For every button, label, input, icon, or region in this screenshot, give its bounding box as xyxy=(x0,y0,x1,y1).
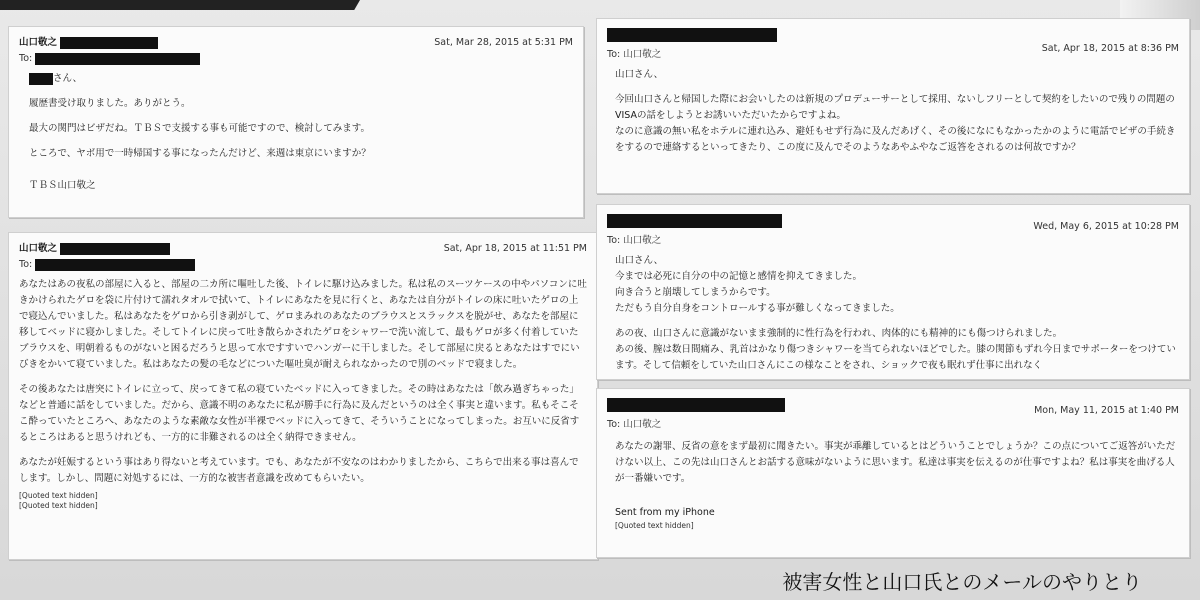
recipient-line: To: 山口敬之 xyxy=(607,49,662,60)
decorative-banner xyxy=(0,0,360,10)
email-header xyxy=(607,397,1179,416)
recipient-line: To: 山口敬之 xyxy=(607,235,662,246)
redacted-address xyxy=(607,398,785,412)
email-header xyxy=(607,213,1179,232)
email-header xyxy=(19,35,573,51)
email-body xyxy=(607,431,1179,531)
paragraph: 履歴書受け取りました。ありがとう。 xyxy=(29,98,191,109)
recipient-line: To: xyxy=(19,257,587,271)
paragraph: 今回山口さんと帰国した際にお会いしたのは新規のプロデューサーとして採用、ないしフリーとして契約をしたいので残りの問題のVISAの話をしようとお誘いいただいたからですよね。 xyxy=(615,94,1175,121)
redacted-address xyxy=(607,28,777,42)
paragraph: その後あなたは唐突にトイレに立って、戻ってきて私の寝ていたベッドに入ってきました。その時はあなたは「飲み過ぎちゃった」などと普通に話をしていました。だから、意識不明のあなたに私が勝手に行為に及んだというのは全く事実と違います。私もそこそこ酔っていたところへ、あなたのような素敵な女性が半裸でベッドに入ってきて、そういうことになってしまった。お互いに反省するところはあると思うけれども、一方的に非難されるのは全く納得できません。 xyxy=(19,384,580,443)
email-body xyxy=(19,271,587,511)
email-date: Sat, Mar 28, 2015 at 5:31 PM xyxy=(434,37,573,48)
sender-name: 山口敬之 xyxy=(19,35,158,51)
salutation: さん、 xyxy=(29,71,573,87)
quoted-text-hidden[interactable]: [Quoted text hidden] xyxy=(19,501,98,510)
redacted-recipient xyxy=(35,259,195,271)
paragraph: 山口さん、 今までは必死に自分の中の記憶と感情を抑えてきました。 向き合うと崩壊してしまうからです。 ただもう自分自身をコントロールする事が難しくなってきました。 xyxy=(615,255,900,314)
sender-name xyxy=(607,397,785,413)
email-body xyxy=(19,65,573,194)
redacted-recipient xyxy=(35,53,200,65)
redacted-address xyxy=(60,243,170,255)
recipient-line: To: 山口敬之 xyxy=(607,419,662,430)
email-date: Sat, Apr 18, 2015 at 8:36 PM xyxy=(1041,43,1179,54)
email-card-2 xyxy=(8,232,598,560)
paragraph: なのに意識の無い私をホテルに連れ込み、避妊もせず行為に及んだあげく、その後になにもなかったかのように電話でビザの手続きをするので連絡するといってきたり、この度に及んでそのようなあやふやなご返答をされるのは何故ですか？ xyxy=(615,126,1176,153)
paragraph: ところで、ヤボ用で一時帰国する事になったんだけど、来週は東京にいますか？ xyxy=(29,148,371,159)
redacted-address xyxy=(60,37,158,49)
email-card-1 xyxy=(8,26,584,218)
email-body xyxy=(607,61,1179,156)
paragraph: あの夜、山口さんに意識がないまま強制的に性行為を行われ、肉体的にも精神的にも傷つけられました。 あの後、膣は数日間痛み、乳首はかなり傷つきシャワーを当てられないほどでした。膝の関節もずれ今日までサポーターをつけています。そして信頼をしていた山口さんにこの様なことをされ、ショックで夜も眠れず仕事に出れなく xyxy=(615,328,1176,371)
sender-name: 山口敬之 xyxy=(19,241,170,257)
sender-name xyxy=(607,27,777,43)
email-card-5 xyxy=(596,388,1190,558)
signature: ＴＢＳ山口敬之 xyxy=(29,180,96,191)
sender-name xyxy=(607,213,782,229)
figure-caption: 被害女性と山口氏とのメールのやりとり xyxy=(782,570,1142,594)
email-date: Wed, May 6, 2015 at 10:28 PM xyxy=(1033,221,1179,232)
email-date: Sat, Apr 18, 2015 at 11:51 PM xyxy=(443,243,587,254)
salutation: 山口さん、 xyxy=(615,69,664,80)
email-card-4 xyxy=(596,204,1190,380)
quoted-text-hidden[interactable]: [Quoted text hidden] xyxy=(615,521,694,530)
recipient-line: To: xyxy=(19,51,573,65)
quoted-text-hidden[interactable]: [Quoted text hidden] xyxy=(19,491,98,500)
email-card-3 xyxy=(596,18,1190,194)
paragraph: 最大の関門はビザだね。ＴＢＳで支援する事も可能ですので、検討してみます。 xyxy=(29,123,371,134)
email-body xyxy=(607,247,1179,374)
redacted-address xyxy=(607,214,782,228)
email-date: Mon, May 11, 2015 at 1:40 PM xyxy=(1034,405,1179,416)
paragraph: あなたが妊娠するという事はあり得ないと考えています。でも、あなたが不安なのはわかりましたから、こちらで出来る事は喜んでします。しかし、問題に対処するには、一方的な被害者意識を改めてもらいたい。 xyxy=(19,457,579,484)
redacted-name xyxy=(29,73,53,85)
email-header xyxy=(607,27,1179,54)
device-signature: Sent from my iPhone xyxy=(615,507,715,518)
paragraph: あなたの謝罪、反省の意をまず最初に聞きたい。事実が乖離しているとはどういうことでしょうか？この点についてご返答がいただけない以上、この先は山口さんとお話する意味がないように思います。私達は事実を伝えるのが仕事ですよね？私は事実を曲げる人が一番嫌いです。 xyxy=(615,441,1176,484)
paragraph: あなたはあの夜私の部屋に入ると、部屋の二カ所に嘔吐した後、トイレに駆け込みました。私は私のスーツケースの中やパソコンに吐きかけられたゲロを袋に片付けて濡れタオルで拭いて、トイレにあなたを見に行くと、あなたは自分がトイレの床に吐いたゲロの上で寝込んでいました。私はあなたをゲロから引き剥がして、ゲロまみれのあなたのブラウスとスラックスを脱がせ、あなたを部屋に移してベッドに寝かしました。そしてトイレに戻って吐き散らかされたゲロをシャワーで洗い流して、最もゲロが多く付着していたブラウスを、明朝着るものがないと困るだろうと思って水ですすいでハンガーに干しました。そして部屋に戻るとあなたはすでにいびきをかいて寝ていました。私はあなたの髪の毛などについた嘔吐臭が耐えられなかったので別のベッドで寝ました。 xyxy=(19,279,587,370)
email-header xyxy=(19,241,587,257)
